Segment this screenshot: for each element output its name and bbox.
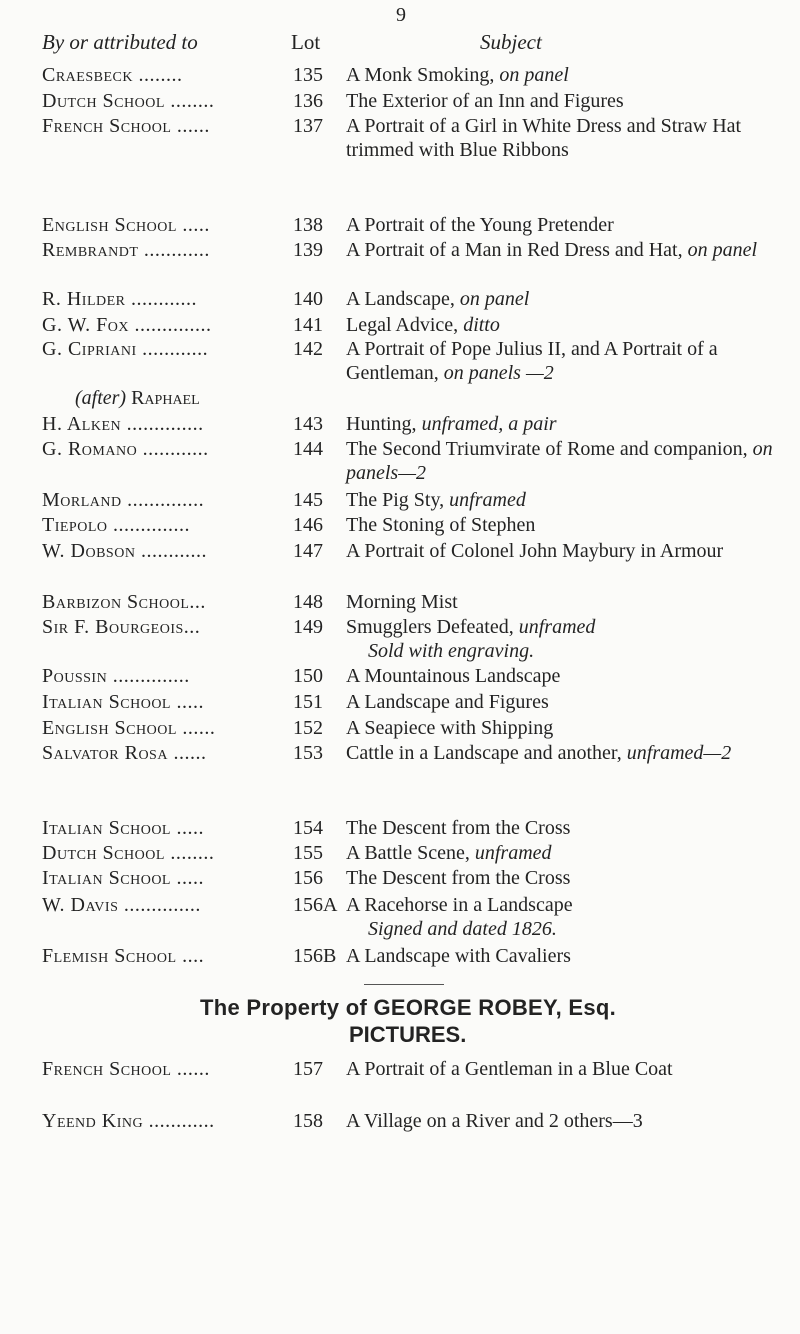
subject-text [346,89,776,113]
artist-name: French School ...... [42,115,210,137]
subject-note: ditto [463,314,500,336]
subject-text [346,488,776,512]
subject-title: Morning Mist [346,591,458,613]
subject-note: on panel [499,64,569,86]
lot-number: 149 [293,616,323,638]
subject-text [346,1057,776,1081]
subject-title: A Portrait of a Gentleman in a Blue Coat [346,1058,673,1080]
subject-text [346,412,776,436]
subject-title: A Portrait of a Girl in White Dress and Straw Hat trimmed with Blue Ribbons [346,115,742,161]
artist-name: Dutch School ........ [42,90,215,112]
artist-name: W. Dobson ............ [42,540,207,562]
lot-number: 135 [293,64,323,86]
lot-number: 137 [293,115,323,137]
subject-title: Hunting, [346,413,422,435]
artist-name: G. Romano ............ [42,438,209,460]
lot-number: 148 [293,591,323,613]
lot-number: 155 [293,842,323,864]
subject-title: A Mountainous Landscape [346,665,561,687]
subject-title: The Descent from the Cross [346,867,571,889]
lot-number: 144 [293,438,323,460]
page-number: 9 [396,4,406,26]
subject-text [346,944,776,968]
property-title: The Property of GEORGE ROBEY, Esq. [200,995,617,1020]
lot-number: 143 [293,413,323,435]
subject-text [346,664,776,688]
subject-title: A Portrait of the Young Pretender [346,214,614,236]
lot-number: 146 [293,514,323,536]
artist-name: Dutch School ........ [42,842,215,864]
header-subject: Subject [480,30,542,54]
subject-title: The Stoning of Stephen [346,514,536,536]
subject-note: unframed [449,489,526,511]
subject-text [346,437,776,485]
property-subtitle: PICTURES. [349,1022,467,1047]
subject-text [346,1109,776,1133]
lot-number: 156B [293,945,337,967]
artist-name: Poussin .............. [42,665,190,687]
lot-number: 140 [293,288,323,310]
subject-note: unframed—2 [626,742,732,764]
subject-text [346,213,776,237]
lot-number: 150 [293,665,323,687]
subject-text [346,816,776,840]
after-name: Raphael [131,387,200,409]
subject-note: on panel [687,239,758,261]
after-prefix: (after) [75,387,127,409]
subject-text [346,866,776,890]
subject-text [346,63,776,87]
subject-title: A Monk Smoking, [346,64,500,86]
subject-title: Smugglers Defeated, [346,616,519,638]
artist-name: H. Alken .............. [42,413,204,435]
artist-name: Craesbeck ........ [42,64,183,86]
subject-text [346,716,776,740]
artist-name: Tiepolo .............. [42,514,190,536]
artist-name: Italian School ..... [42,691,204,713]
subject-title: A Village on a River and 2 others—3 [346,1110,643,1132]
artist-name: Rembrandt ............ [42,239,210,261]
subject-note: unframed [518,616,596,638]
lot-number: 157 [293,1058,323,1080]
subject-note: on panels —2 [443,362,554,384]
section-divider [364,984,444,985]
header-lot: Lot [291,30,321,54]
subject-title: Legal Advice, [346,314,464,336]
subject-text [346,114,776,162]
lot-number: 158 [293,1110,323,1132]
lot-number: 151 [293,691,323,713]
artist-name: French School ...... [42,1058,210,1080]
lot-number: 139 [293,239,323,261]
subject-text [346,690,776,714]
artist-name: English School ..... [42,214,210,236]
subject-text [346,513,776,537]
subject-extra: Sold with engraving. [368,640,535,662]
after-raphael-note [75,387,200,410]
subject-title: The Descent from the Cross [346,817,571,839]
lot-number: 154 [293,817,323,839]
lot-number: 136 [293,90,323,112]
subject-title: The Exterior of an Inn and Figures [346,90,624,112]
lot-number: 156A [293,894,338,916]
subject-text [346,841,776,865]
subject-text [346,287,776,311]
artist-name: Italian School ..... [42,867,204,889]
subject-text [346,893,776,941]
subject-note: unframed, a pair [421,413,557,435]
subject-title: A Landscape with Cavaliers [346,945,571,967]
subject-text [346,539,776,563]
subject-title: A Racehorse in a Landscape [346,894,573,916]
artist-name: Yeend King ............ [42,1110,215,1132]
subject-title: The Second Triumvirate of Rome and companion, [346,438,753,460]
subject-text [346,615,776,663]
subject-title: A Portrait of Colonel John Maybury in Armour [346,540,724,562]
lot-number: 142 [293,338,323,360]
subject-title: A Portrait of a Man in Red Dress and Hat, [346,239,688,261]
subject-text [346,741,776,765]
subject-title: A Battle Scene, [346,842,475,864]
artist-name: Salvator Rosa ...... [42,742,207,764]
lot-number: 153 [293,742,323,764]
artist-name: R. Hilder ............ [42,288,197,310]
artist-name: G. Cipriani ............ [42,338,209,360]
artist-name: Morland .............. [42,489,205,511]
artist-name: W. Davis .............. [42,894,201,916]
subject-note: unframed [474,842,552,864]
lot-number: 141 [293,314,323,336]
lot-number: 156 [293,867,323,889]
artist-name: English School ...... [42,717,216,739]
subject-text [346,313,776,337]
artist-name: Sir F. Bourgeois... [42,616,201,638]
subject-title: A Portrait of Pope Julius II, and A Portrait of a Gentleman, [346,338,718,384]
artist-name: Italian School ..... [42,817,204,839]
subject-title: The Pig Sty, [346,489,450,511]
subject-text [346,337,776,385]
subject-text [346,590,776,614]
subject-title: Cattle in a Landscape and another, [346,742,627,764]
header-artist: By or attributed to [42,30,198,54]
subject-title: A Landscape, [346,288,460,310]
lot-number: 152 [293,717,323,739]
subject-extra: Signed and dated 1826. [368,918,557,940]
lot-number: 147 [293,540,323,562]
artist-name: Flemish School .... [42,945,205,967]
subject-title: A Seapiece with Shipping [346,717,554,739]
subject-text [346,238,776,262]
lot-number: 145 [293,489,323,511]
subject-title: A Landscape and Figures [346,691,549,713]
lot-number: 138 [293,214,323,236]
subject-note: on panel [459,288,530,310]
artist-name: Barbizon School... [42,591,206,613]
subject-note: on panels—2 [346,438,773,484]
artist-name: G. W. Fox .............. [42,314,212,336]
